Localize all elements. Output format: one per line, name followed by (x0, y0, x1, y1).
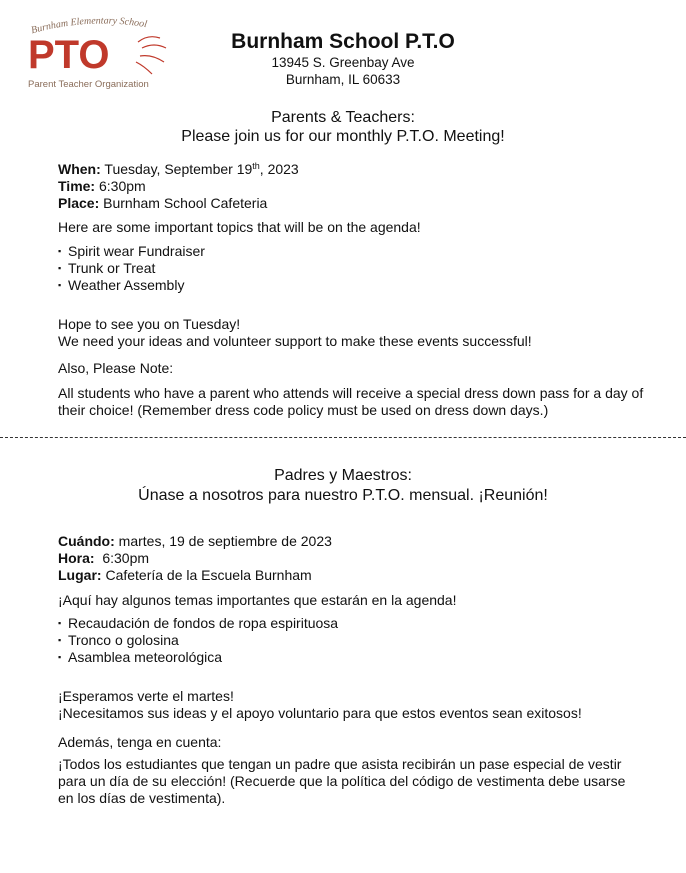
when-year: , 2023 (259, 161, 299, 177)
lugar-value: Cafetería de la Escuela Burnham (105, 567, 312, 583)
spanish-greeting: Padres y Maestros: (274, 467, 412, 484)
list-item: ▪ Trunk or Treat (58, 260, 658, 277)
spanish-agenda-intro: ¡Aquí hay algunos temas importantes que estarán en la agenda! (58, 592, 457, 608)
list-item: ▪ Weather Assembly (58, 277, 658, 294)
lugar-line (58, 567, 658, 584)
english-need: We need your ideas and volunteer support to make these events successful! (58, 333, 532, 349)
when-line (58, 161, 658, 178)
english-topics (58, 243, 658, 294)
english-invite: Please join us for our monthly P.T.O. Meeting! (181, 128, 505, 145)
english-greeting: Parents & Teachers: (271, 109, 415, 126)
english-agenda-intro: Here are some important topics that will be on the agenda! (58, 219, 421, 235)
list-item: ▪ Tronco o golosina (58, 632, 658, 649)
spanish-note-label: Además, tenga en cuenta: (58, 734, 222, 750)
address-line-1: 13945 S. Greenbay Ave (271, 55, 415, 70)
list-item: ▪ Recaudación de fondos de ropa espirituosa (58, 615, 658, 632)
when-label: When: (58, 161, 101, 177)
svg-text:PTO: PTO (28, 33, 110, 77)
place-label: Place: (58, 195, 100, 211)
list-item: ▪ Asamblea meteorológica (58, 649, 658, 666)
spanish-note-body: ¡Todos los estudiantes que tengan un padre que asista recibirán un pase especial de vestir para un día de su elección! (Recuerde que la política del código de vestimenta debe usarse en los días de vestimenta). (58, 756, 626, 806)
place-line (58, 195, 658, 212)
place-value: Burnham School Cafeteria (103, 195, 268, 211)
cuando-label: Cuándo: (58, 533, 115, 549)
when-value: Tuesday, September 19 (104, 161, 253, 177)
hora-value: 6:30pm (102, 550, 150, 566)
pto-logo (20, 12, 180, 94)
header (180, 30, 506, 88)
time-value: 6:30pm (98, 178, 146, 194)
english-note-label: Also, Please Note: (58, 360, 174, 376)
org-name: Burnham School P.T.O (231, 30, 455, 53)
time-label: Time: (58, 178, 96, 194)
spanish-need: ¡Necesitamos sus ideas y el apoyo voluntario para que estos eventos sean exitosos! (58, 705, 582, 721)
section-divider (0, 437, 686, 438)
spanish-details (58, 533, 658, 584)
english-note-body: All students who have a parent who attends will receive a special dress down pass for a day of their choice! (Remember dress code policy must be used on dress down days.) (58, 385, 644, 418)
spanish-invite: Únase a nosotros para nuestro P.T.O. mensual. ¡Reunión! (138, 487, 548, 504)
hora-label: Hora: (58, 550, 95, 566)
pto-logo-graphic (20, 12, 180, 94)
spanish-hope: ¡Esperamos verte el martes! (58, 688, 234, 704)
svg-text:Burnham Elementary School: Burnham Elementary School (29, 15, 148, 37)
time-line (58, 178, 658, 195)
when-sup: th (252, 161, 260, 171)
cuando-line (58, 533, 658, 550)
list-item: ▪ Spirit wear Fundraiser (58, 243, 658, 260)
lugar-label: Lugar: (58, 567, 102, 583)
english-hope: Hope to see you on Tuesday! (58, 316, 241, 332)
spanish-topics (58, 615, 658, 666)
address-line-2: Burnham, IL 60633 (285, 72, 401, 87)
svg-text:Parent Teacher Organization: Parent Teacher Organization (28, 79, 149, 90)
cuando-value: martes, 19 de septiembre de 2023 (118, 533, 332, 549)
english-details (58, 161, 658, 212)
hora-line (58, 550, 658, 567)
